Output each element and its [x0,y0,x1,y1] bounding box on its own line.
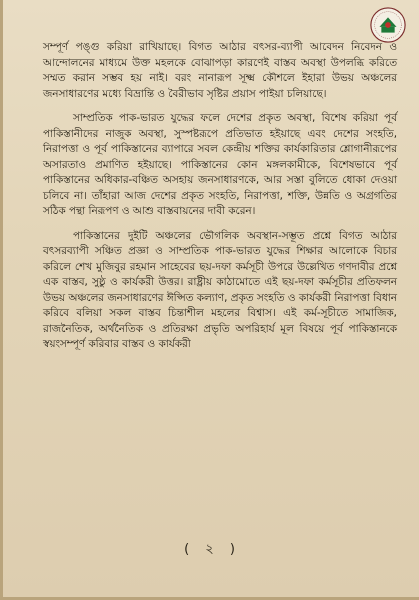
archive-logo-icon [369,6,407,44]
document-body [43,40,397,353]
paragraph: সম্পূর্ণ পঙ্গু করিয়া রাখিয়াছে। বিগত আঠার বৎসর-ব্যাপী আবেদন নিবেদন ও আন্দোলনের মাধ্যমে উক্ত মহলকে বোঝাপড়া কারণেই বাস্তব অবস্থা উপলব্ধি করিতে সম্মত করান সম্ভব হয় নাই। বরং নানারূপ সূক্ষ্ম কৌশলে ইহারা উভয় অঞ্চলের জনসাধারণের মধ্যে বিভ্রান্তি ও বৈরীভাব সৃষ্টির প্রয়াস পাইয়া চলিয়াছে। [43,41,397,100]
page-number: ( ২ ) [184,542,241,557]
paragraph: পাকিস্তানের দুইটি অঞ্চলের ভৌগলিক অবস্থান-সম্ভূত প্রশ্নে বিগত আঠার বৎসরব্যাপী সঞ্চিত প্রজ্ঞা ও সাম্প্রতিক পাক-ভারত যুদ্ধের শিক্ষার আলোকে বিচার করিলে শেখ মুজিবুর রহমান সাহেবের ছয়-দফা কর্মসূচী উপরে উল্লেখিত গণদাবীর প্রশ্নে এক বাস্তব, সুষ্ঠু ও কার্যকরী উত্তর। রাষ্ট্রীয় কাঠামোতে এই ছয়-দফা কর্মসূচীর প্রতিফলন উভয় অঞ্চলের জনসাধারণের ঈপ্সিত কল্যাণ, প্রকৃত সংহতি ও কার্যকরী নিরাপত্তা বিধান করিবে বলিয়া সকল বাস্তব চিন্তাশীল মহলের বিশ্বাস। এই কর্ম-সূচীতে সামাজিক, রাজনৈতিক, অর্থনৈতিক ও প্রতিরক্ষা প্রভৃতি অপরিহার্য মূল বিষয়ে পূর্ব পাকিস্তানকে স্বয়ংসম্পূর্ণ করিবার বাস্তব ও কার্যকরী [43,229,397,350]
paragraph: সাম্প্রতিক পাক-ভারত যুদ্ধের ফলে দেশের প্রকৃত অবস্থা, বিশেষ করিয়া পূর্ব পাকিস্তানীদের নাজুক অবস্থা, সুস্পষ্টরূপে প্রতিভাত হইয়াছে এবং দেশের সংহতি, নিরাপত্তা ও পূর্ব পাকিস্তানের ব্যাপারে সবল কেন্দ্রীয় শক্তির কার্যকারিতার শ্লোগানীরূপের অসারতাও প্রমাণিত হইয়াছে। পাকিস্তানের কোন মঙ্গলকামীকে, বিশেষভাবে পূর্ব পাকিস্তানের অধিকার-বঞ্চিত অসহায় জনসাধারণকে, আর সস্তা বুলিতে ধোকা দেওয়া চলিবে না। তাঁহারা আজ দেশের প্রকৃত সংহতি, নিরাপত্তা, শক্তি, উন্নতি ও অগ্রগতির সঠিক পন্থা নিরূপণ ও আশু বাস্তবায়নের দাবী করেন। [43,112,397,217]
